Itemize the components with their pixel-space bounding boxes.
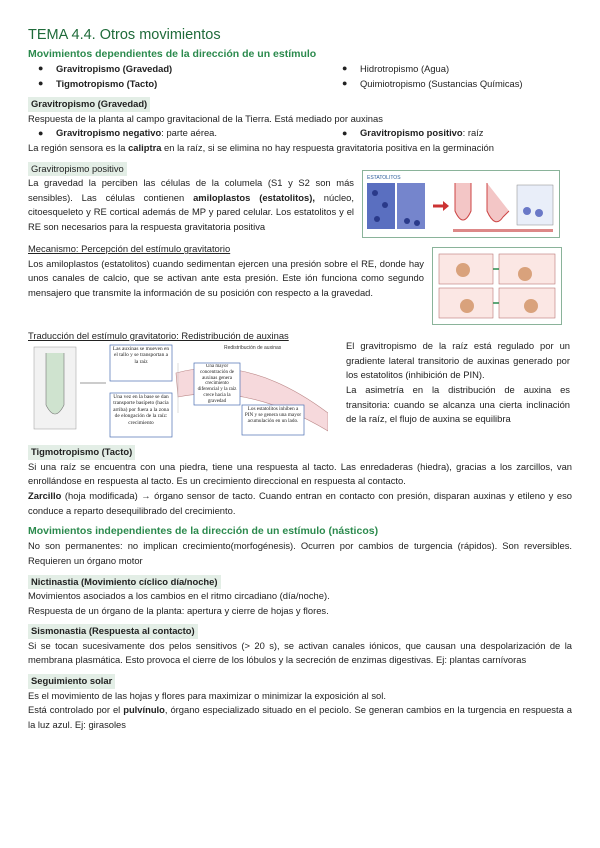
caliptra-text: La región sensora es la caliptra en la raíz, si se elimina no hay respuesta gravitatoria positiva en la germinación — [28, 141, 494, 153]
bullet-icon: ● — [342, 63, 348, 74]
mecanismo-row — [28, 257, 572, 325]
label-gravitropismo: Gravitropismo (Gravedad) — [28, 97, 150, 112]
sismo-text: Si se tocan sucesivamente dos pelos sensitivos (> 20 s), se activan canales iónicos, que causan una despolarización de la membrana plasmática. Esto provoca el cierre de los lóbulos y la secreción de enzimas digestivas. Ej: plantas carnívoras — [28, 639, 572, 666]
mecanismo-illustration — [433, 248, 561, 324]
bullet-icon: ● — [38, 127, 44, 138]
mecanismo-text: Los amiloplastos (estatolitos) cuando sedimentan ejercen una presión sobre el RE, donde hay unos canales de calcio, que se activan ante esta presión. Este ión funciona como segundo mensajero que transmite la información de su posición con respecto a la gravedad. — [28, 257, 424, 298]
gravitropismo-definition: Respuesta de la planta al campo gravitacional de la Tierra. Está mediado por auxinas — [28, 112, 383, 124]
section-heading-dependientes: Movimientos dependientes de la dirección de un estímulo — [28, 47, 317, 60]
label-sismonastia: Sismonastia (Respuesta al contacto) — [28, 624, 198, 639]
label-nictinastia: Nictinastia (Movimiento cíclico día/noche) — [28, 575, 221, 590]
list-item-label: Tigmotropismo (Tacto) — [56, 77, 158, 89]
list-item-label: Gravitropismo (Gravedad) — [56, 63, 173, 75]
gravitropismo-types — [28, 126, 572, 141]
bullet-icon: ● — [342, 77, 348, 88]
list-item — [38, 126, 338, 141]
figure-label: ESTATOLITOS — [367, 175, 401, 182]
list-item — [342, 77, 572, 92]
solar-line-2: Está controlado por el pulvínulo, órgano especializado situado en el peciolo. Se generan cambios en la turgencia en respuesta a la luz azul. Ej: girasoles — [28, 704, 572, 730]
page-title: TEMA 4.4. Otros movimientos — [28, 27, 221, 43]
nicti-line-1: Movimientos asociados a los cambios en el ritmo circadiano (día/noche). — [28, 590, 330, 602]
figure-box-4: Los estatolitos inhiben a PIN y se genera una mayor acumulación en un lado. — [244, 406, 302, 425]
mecanismo-figure — [432, 247, 562, 325]
solar-line-1: Es el movimiento de las hojas y flores para maximizar o minimizar la exposición al sol. — [28, 689, 386, 701]
estatolitos-illustration — [363, 171, 559, 237]
list-item — [38, 62, 338, 77]
tropism-list-right — [342, 62, 572, 91]
list-item — [342, 126, 572, 141]
label-traduccion: Traducción del estímulo gravitatorio: Redistribución de auxinas — [28, 329, 289, 341]
label-mecanismo: Mecanismo: Percepción del estímulo gravitatorio — [28, 243, 231, 255]
auxinas-illustration — [28, 343, 328, 439]
bullet-icon: ● — [342, 127, 348, 138]
bullet-icon: ● — [38, 63, 44, 74]
list-item — [342, 62, 572, 77]
tigmo-text-2: Zarcillo (hoja modificada) → órgano sensor de tacto. Cuando entran en contacto con presión, disparan auxinas y etileno y eso conduce a reparto desequilibrado del crecimiento. — [28, 490, 572, 516]
traduccion-row — [28, 340, 572, 439]
list-item-label: Hidrotropismo (Agua) — [360, 63, 450, 75]
nasticos-text: No son permanentes: no implican crecimiento(morfogénesis). Ocurren por cambios de turgencia (rápidos). Son reversibles. Requieren un órgano motor — [28, 540, 572, 566]
traduccion-text — [346, 339, 570, 439]
tropism-list — [28, 62, 572, 91]
section-heading-nasticos: Movimientos independientes de la dirección de un estímulo (násticos) — [28, 525, 379, 538]
figure-box-1: Las auxinas se mueven en el tallo y se transportan a la raíz — [112, 346, 170, 366]
bullet-icon: ● — [38, 77, 44, 88]
label-tigmotropismo: Tigmotropismo (Tacto) — [28, 445, 135, 460]
label-gravitropismo-positivo: Gravitropismo positivo — [28, 162, 127, 177]
gravpos-text: La gravedad la perciben las células de la columela (S1 y S2 son más sensibles). Las células contienen amiloplastos (estatolitos), núcleo, citoesqueleto y RE cortical además de MP y pared celular. Los estatolitos y el RE son necesarios para la respuesta gravitatoria positiva — [28, 177, 354, 232]
figure-box-5: Redistribución de auxinas — [224, 345, 282, 352]
nicti-line-2: Respuesta de un órgano de la planta: apertura y cierre de hojas y flores. — [28, 604, 329, 616]
traduccion-text-2: La asimetría en la distribución de auxina es transitoria: cuando se alcanza una cierta inclinación de la raíz, el flujo de auxina se equilibra — [346, 384, 570, 425]
list-item-label: Quimiotropismo (Sustancias Químicas) — [360, 77, 523, 89]
neg-label: Gravitropismo negativo — [56, 127, 162, 139]
pos-text: : raíz — [462, 127, 484, 139]
estatolitos-figure — [362, 170, 560, 238]
gravpos-row — [28, 176, 572, 238]
auxinas-figure — [28, 343, 328, 439]
page — [28, 26, 572, 732]
figure-box-3: Una mayor concentración de auxinas genera crecimiento diferencial y la raíz crece hacia la gravedad — [197, 364, 237, 404]
label-seguimiento-solar: Seguimiento solar — [28, 674, 115, 689]
figure-box-2: Una vez en la base se dan transporte basípeto (hacia arriba) por fuera a la zona de elongación de la raíz: crecimiento — [113, 394, 169, 427]
neg-text: : parte aérea. — [161, 127, 217, 139]
list-item — [38, 77, 338, 92]
tropism-list-left — [38, 62, 338, 91]
pos-label: Gravitropismo positivo — [360, 127, 463, 139]
tigmo-text-1: Si una raíz se encuentra con una piedra, tiene una respuesta al tacto. Las enredaderas (hiedra), gracias a los zarcillos, van enrollándose en respuesta al tacto. Es un crecimiento direccional en respuesta al contacto. — [28, 460, 572, 487]
traduccion-text-1: El gravitropismo de la raíz está regulado por un gradiente lateral transitorio de auxinas generado por los estatolitos (inhibición de PIN). — [346, 340, 570, 381]
